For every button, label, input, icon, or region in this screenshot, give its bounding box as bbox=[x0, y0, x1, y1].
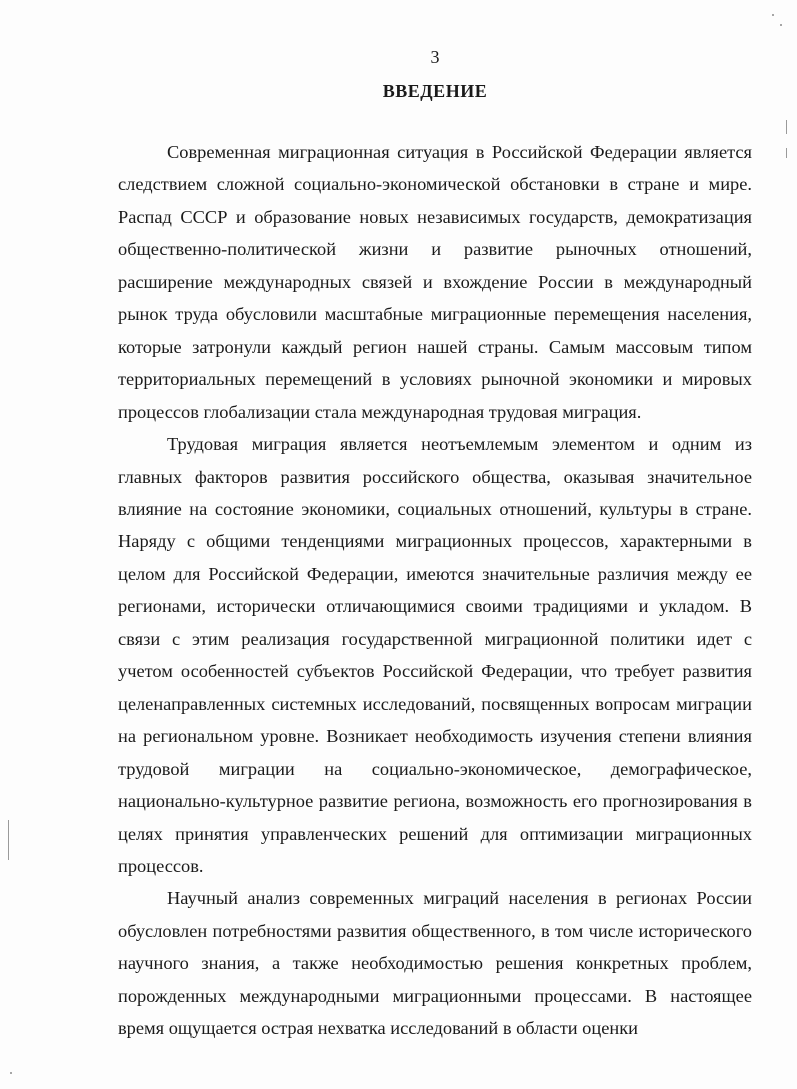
page-title: ВВЕДЕНИЕ bbox=[382, 81, 488, 101]
scan-artifact bbox=[8, 820, 9, 860]
scan-artifact bbox=[786, 120, 787, 134]
scan-artifact bbox=[780, 24, 782, 26]
scan-artifact bbox=[10, 1072, 12, 1074]
page-number: 3 bbox=[430, 47, 440, 67]
paragraph-1: Современная миграционная ситуация в Российской Федерации является следствием сложной социально-экономической обстановки в стране и мире. Распад СССР и образование новых независимых государств, демократизация общественно-политической жизни и развитие рыночных отношений, расширение международных связей и вхождение России в международный рынок труда обусловили масштабные миграционные перемещения населения, которые затронули каждый регион нашей страны. Самым массовым типом территориальных перемещений в условиях рыночной экономики и мировых процессов глобализации стала международная трудовая миграция. bbox=[118, 142, 752, 422]
document-body bbox=[118, 136, 752, 1045]
paragraph-2: Трудовая миграция является неотъемлемым элементом и одним из главных факторов развития российского общества, оказывая значительное влияние на состояние экономики, социальных отношений, культуры в стране. Наряду с общими тенденциями миграционных процессов, характерными в целом для Российской Федерации, имеются значительные различия между ее регионами, исторически отличающимися своими традициями и укладом. В связи с этим реализация государственной миграционной политики идет с учетом особенностей субъектов Российской Федерации, что требует развития целенаправленных системных исследований, посвященных вопросам миграции на региональном уровне. Возникает необходимость изучения степени влияния трудовой миграции на социально-экономическое, демографическое, национально-культурное развитие региона, возможность его прогнозирования в целях принятия управленческих решений для оптимизации миграционных процессов. bbox=[118, 434, 752, 876]
paragraph-3: Научный анализ современных миграций населения в регионах России обусловлен потребностями развития общественного, в том числе исторического научного знания, а также необходимостью решения конкретных проблем, порожденных международными миграционными процессами. В настоящее время ощущается острая нехватка исследований в области оценки bbox=[118, 888, 752, 1039]
scan-artifact bbox=[772, 14, 774, 16]
scan-artifact bbox=[786, 148, 787, 158]
